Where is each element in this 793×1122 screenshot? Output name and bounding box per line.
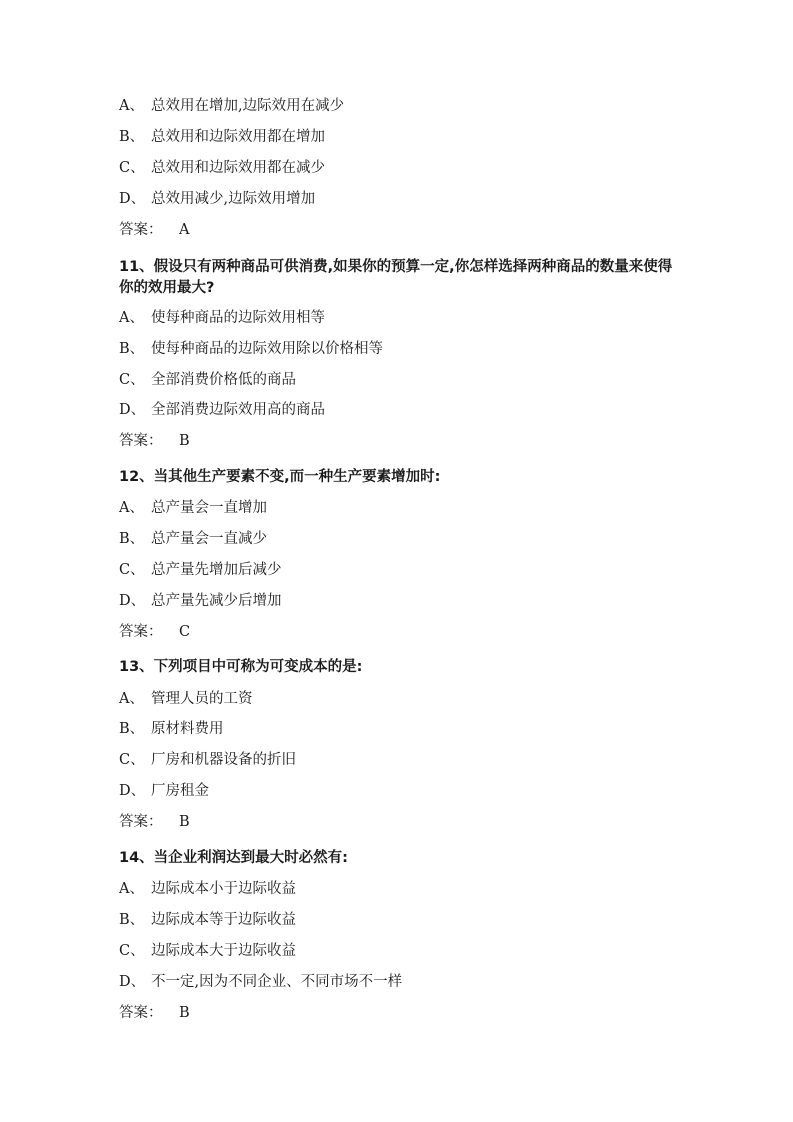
question-title: 14、当企业利润达到最大时必然有: bbox=[119, 850, 348, 866]
answer-line: 答案： B bbox=[119, 1005, 190, 1021]
option-d: D、 总产量先减少后增加 bbox=[119, 593, 282, 609]
option-c: C、 全部消费价格低的商品 bbox=[119, 372, 296, 388]
option-a: A、 边际成本小于边际收益 bbox=[119, 881, 296, 897]
option-a: A、 使每种商品的边际效用相等 bbox=[119, 310, 325, 326]
option-c: C、 厂房和机器设备的折旧 bbox=[119, 752, 296, 768]
answer-line: 答案： B bbox=[119, 433, 190, 449]
option-b: B、 总效用和边际效用都在增加 bbox=[119, 129, 325, 145]
option-c: C、 总效用和边际效用都在减少 bbox=[119, 160, 325, 176]
option-d: D、 全部消费边际效用高的商品 bbox=[119, 402, 325, 418]
option-d: D、 不一定,因为不同企业、不同市场不一样 bbox=[119, 974, 403, 990]
option-c: C、 边际成本大于边际收益 bbox=[119, 943, 296, 959]
option-b: B、 总产量会一直减少 bbox=[119, 531, 267, 547]
answer-line: 答案： A bbox=[119, 222, 190, 238]
answer-line: 答案： B bbox=[119, 814, 190, 830]
option-c: C、 总产量先增加后减少 bbox=[119, 562, 282, 578]
question-title: 11、假设只有两种商品可供消费,如果你的预算一定,你怎样选择两种商品的数量来使得你的效用最大? bbox=[119, 259, 673, 296]
option-b: B、 边际成本等于边际收益 bbox=[119, 912, 296, 928]
question-title: 13、下列项目中可称为可变成本的是: bbox=[119, 659, 363, 675]
option-a: A、 总产量会一直增加 bbox=[119, 500, 267, 516]
option-d: D、 总效用减少,边际效用增加 bbox=[119, 191, 316, 207]
option-b: B、 原材料费用 bbox=[119, 721, 224, 737]
option-a: A、 总效用在增加,边际效用在减少 bbox=[119, 98, 345, 114]
option-d: D、 厂房租金 bbox=[119, 783, 209, 799]
option-a: A、 管理人员的工资 bbox=[119, 691, 253, 707]
answer-line: 答案： C bbox=[119, 624, 191, 640]
question-title: 12、当其他生产要素不变,而一种生产要素增加时: bbox=[119, 469, 441, 485]
option-b: B、 使每种商品的边际效用除以价格相等 bbox=[119, 341, 383, 357]
